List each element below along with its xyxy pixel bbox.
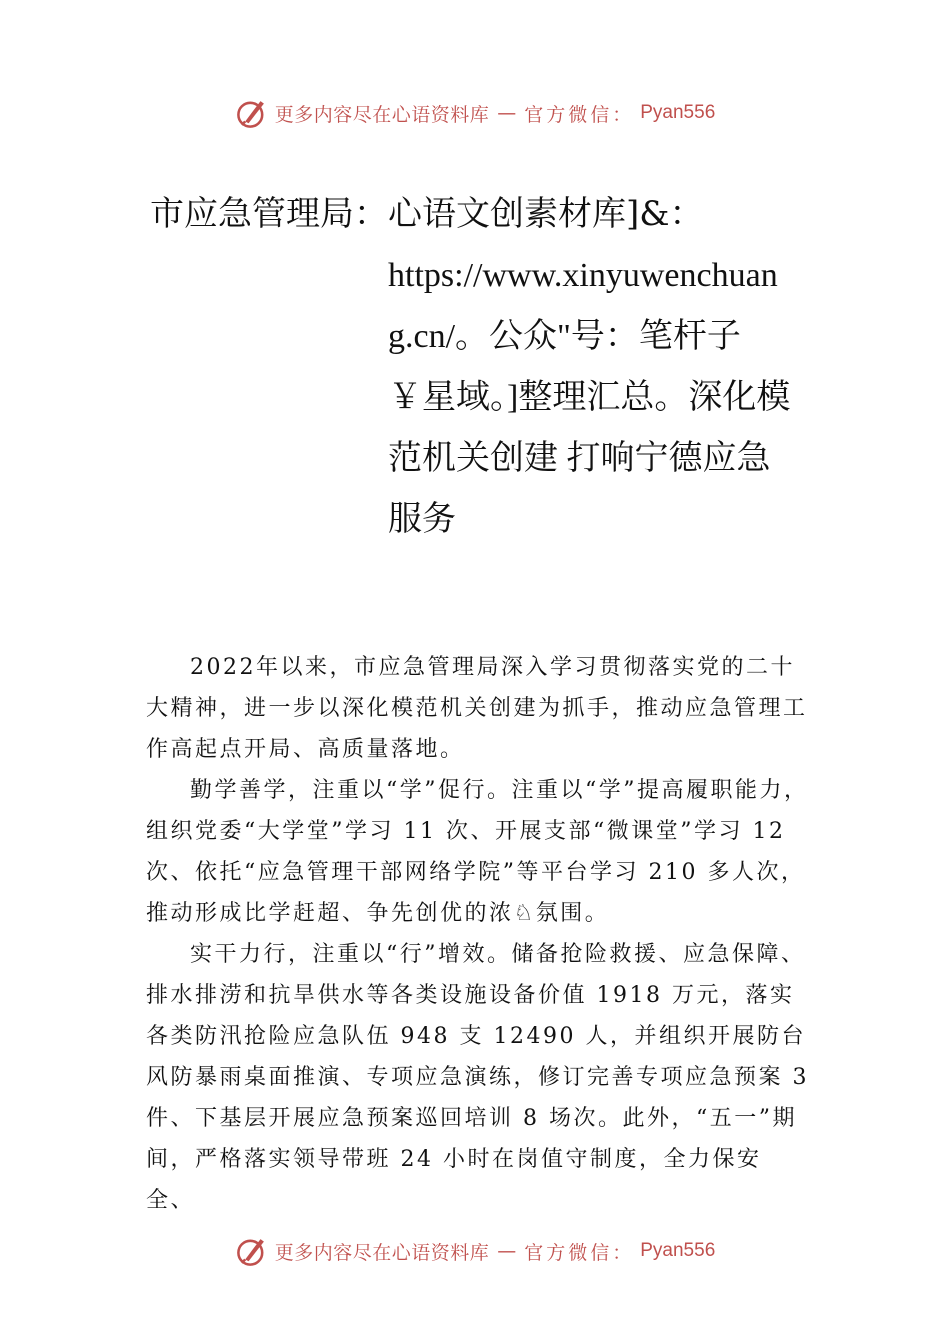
paragraph-study: 勤学善学，注重以“学”促行。注重以“学”提高履职能力，组织党委“大学堂”学习 11 次、开展支部“微课堂”学习 12 次、依托“应急管理干部网络学院”等平台学习 210 多人次，推动形成比学赶超、争先创优的浓♘氛围。 — [146, 778, 809, 926]
title-rest: https://www.xinyuwenchuang.cn/。公众"号：笔杆子￥星域。]整理汇总。深化模范机关创建 打响宁德应急服务 — [388, 257, 791, 538]
watermark-text: 更多内容尽在心语资料库 — [274, 103, 490, 126]
quill-pen-logo-icon — [235, 1234, 269, 1268]
paragraph-action: 实干力行，注重以“行”增效。储备抢险救援、应急保障、排水排涝和抗旱供水等各类设施设备价值 1918 万元，落实各类防汛抢险应急队伍 948 支 12490 人，并组织开展防台风防暴雨桌面推演、专项应急演练，修订完善专项应急预案 3 件、下基层开展应急预案巡回培训 8 场次。此外，“五一”期间，严格落实领导带班 24 小时在岗值守制度，全力保安全、 — [146, 942, 809, 1213]
footer-watermark — [0, 1234, 950, 1268]
watermark-text: 更多内容尽在心语资料库 — [274, 1241, 490, 1264]
header-watermark — [0, 96, 950, 130]
watermark-separator: — — [497, 1240, 517, 1262]
title-lead: 市应急管理局：心语文创素材库]&： — [150, 194, 704, 234]
document-title — [150, 184, 810, 550]
paragraph-intro: 2022年以来，市应急管理局深入学习贯彻落实党的二十大精神，进一步以深化模范机关创建为抓手，推动应急管理工作高起点开局、高质量落地。 — [146, 655, 808, 762]
watermark-wechat-id: Pyan556 — [640, 1240, 716, 1261]
quill-pen-logo-icon — [235, 96, 269, 130]
watermark-wechat-id: Pyan556 — [640, 102, 716, 123]
document-body — [146, 647, 810, 1221]
watermark-separator: — — [497, 102, 517, 124]
watermark-label: 官方微信： — [524, 103, 635, 126]
watermark-label: 官方微信： — [524, 1241, 635, 1264]
